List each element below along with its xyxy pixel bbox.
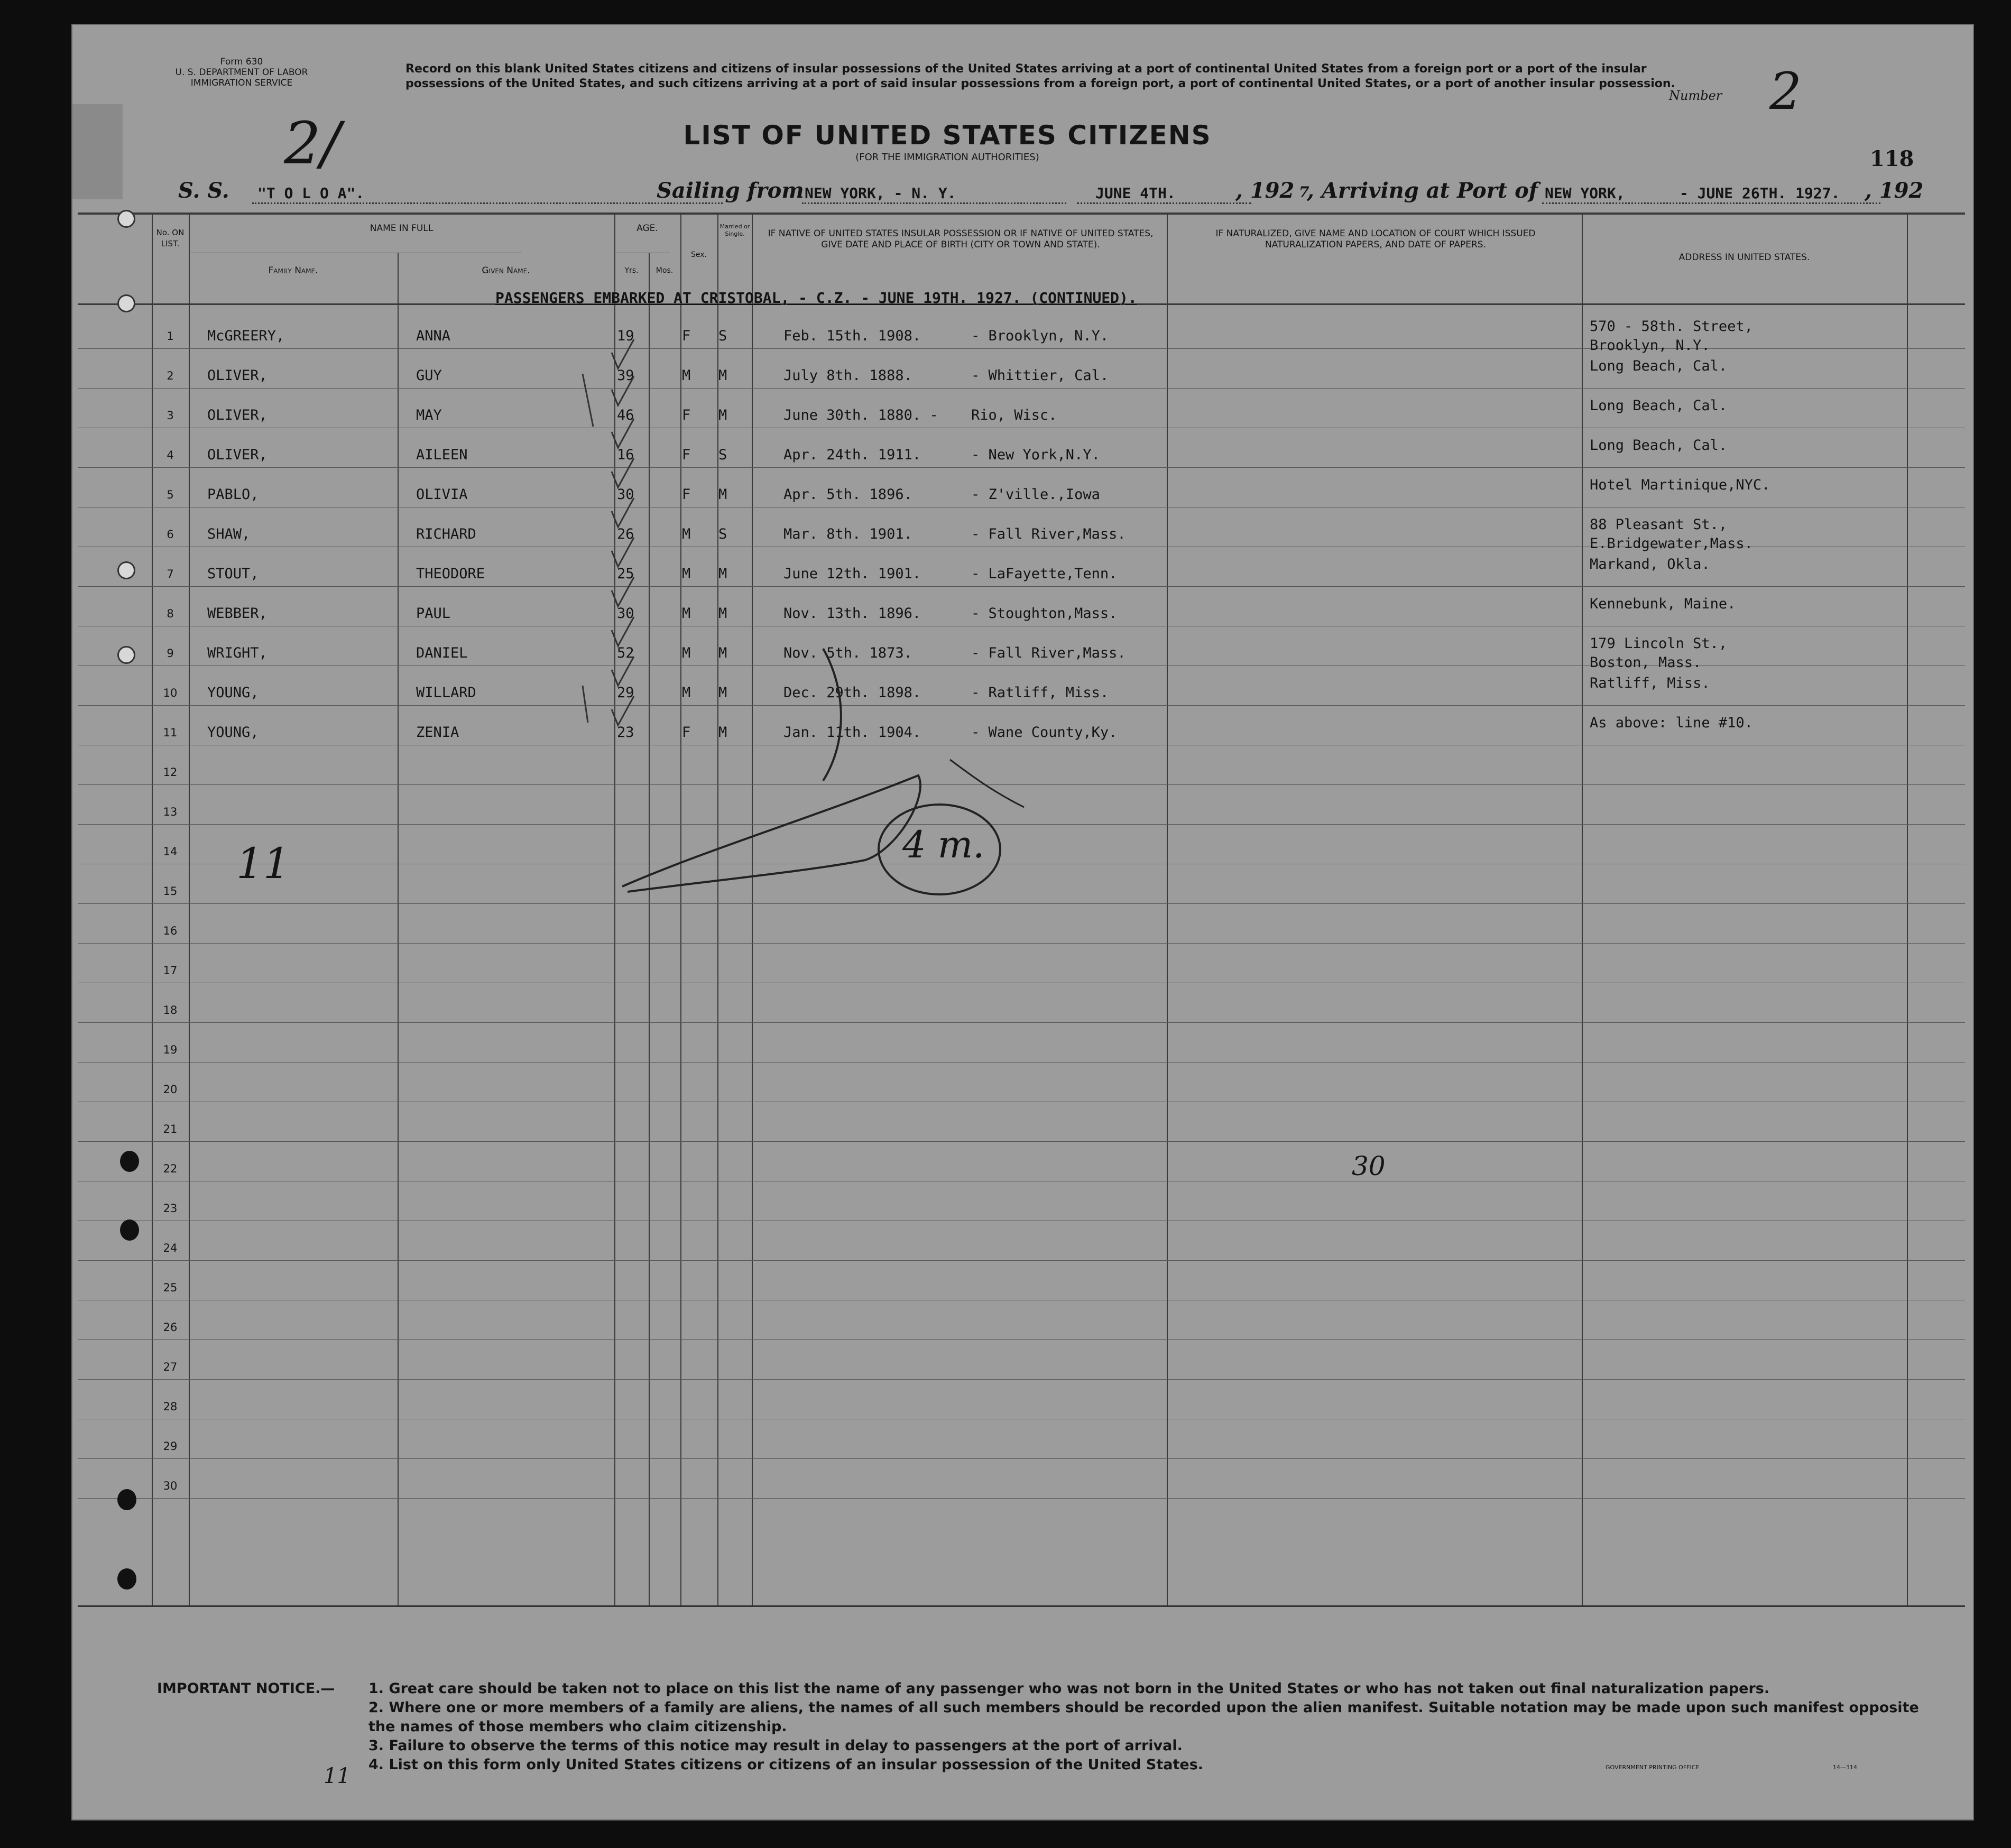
printer-credit: GOVERNMENT PRINTING OFFICE bbox=[1606, 1764, 1700, 1771]
age-years: 29 bbox=[617, 685, 634, 701]
birth-place: - Fall River,Mass. bbox=[971, 645, 1126, 661]
birth-date: Nov. 5th. 1873. bbox=[783, 645, 912, 661]
row-number: 2 bbox=[167, 369, 174, 382]
header-native: IF NATIVE OF UNITED STATES INSULAR POSSESSION OR IF NATIVE OF UNITED STATES, GIVE DATE AND PLACE OF BIRTH (CITY OR TOWN AND STATE). bbox=[768, 228, 1154, 250]
year-digit: 7 bbox=[1299, 183, 1309, 201]
header-sex: Sex. bbox=[691, 251, 707, 259]
year-label: , 192 bbox=[1235, 178, 1295, 203]
row-number: 16 bbox=[163, 925, 178, 937]
service: IMMIGRATION SERVICE bbox=[190, 78, 293, 88]
check-mark bbox=[612, 657, 634, 686]
row-number: 29 bbox=[163, 1440, 178, 1453]
marital-status: M bbox=[718, 367, 727, 384]
birth-date: June 30th. 1880. - bbox=[783, 407, 938, 423]
form-number: Form 630 bbox=[220, 57, 263, 67]
age-years: 19 bbox=[617, 328, 634, 344]
birth-date: June 12th. 1901. bbox=[783, 566, 921, 582]
address-line-1: Long Beach, Cal. bbox=[1590, 358, 1728, 374]
address-line-1: Kennebunk, Maine. bbox=[1590, 596, 1736, 612]
address-line-1: Long Beach, Cal. bbox=[1590, 437, 1728, 454]
marital-status: M bbox=[718, 566, 727, 582]
given-name: ANNA bbox=[416, 328, 451, 344]
row-number: 17 bbox=[163, 964, 178, 977]
row-number: 5 bbox=[167, 488, 174, 501]
row-number: 24 bbox=[163, 1242, 178, 1254]
birth-date: Dec. 29th. 1898. bbox=[783, 685, 921, 701]
given-name: AILEEN bbox=[416, 447, 468, 463]
header-mos: Mos. bbox=[656, 266, 674, 275]
row-number: 23 bbox=[163, 1202, 178, 1215]
row-number: 26 bbox=[163, 1321, 178, 1334]
circled-note bbox=[879, 805, 1000, 894]
marital-status: M bbox=[718, 724, 727, 741]
address-line-1: As above: line #10. bbox=[1590, 715, 1753, 731]
check-mark bbox=[612, 617, 634, 646]
birth-date: Apr. 24th. 1911. bbox=[783, 447, 921, 463]
page-number: 118 bbox=[1870, 146, 1914, 171]
age-years: 16 bbox=[617, 447, 634, 463]
sailing-date: JUNE 4TH. bbox=[1095, 184, 1176, 202]
sex: M bbox=[682, 566, 691, 582]
page-subtitle: (FOR THE IMMIGRATION AUTHORITIES) bbox=[855, 152, 1039, 163]
row-number: 28 bbox=[163, 1400, 178, 1413]
given-name: PAUL bbox=[416, 605, 451, 622]
department: U. S. DEPARTMENT OF LABOR bbox=[175, 67, 308, 78]
marital-status: S bbox=[718, 526, 727, 542]
header-family-name: Family Name. bbox=[268, 265, 318, 276]
tally-mark bbox=[583, 374, 593, 427]
address-line-1: Hotel Martinique,NYC. bbox=[1590, 477, 1770, 493]
row-number: 22 bbox=[163, 1162, 178, 1175]
family-name: STOUT, bbox=[207, 566, 259, 582]
birth-place: - Z'ville.,Iowa bbox=[971, 486, 1100, 503]
given-name: GUY bbox=[416, 367, 442, 384]
handwritten-eleven-bottom: 11 bbox=[324, 1764, 350, 1788]
family-name: SHAW, bbox=[207, 526, 251, 542]
embarked-line: PASSENGERS EMBARKED AT CRISTOBAL, - C.Z. - JUNE 19TH. 1927. (CONTINUED). bbox=[495, 289, 1137, 307]
header-yrs: Yrs. bbox=[624, 266, 639, 275]
marital-status: M bbox=[718, 645, 727, 661]
header-given-name: Given Name. bbox=[482, 265, 530, 276]
check-mark bbox=[612, 696, 634, 725]
family-name: YOUNG, bbox=[207, 685, 259, 701]
check-mark bbox=[612, 419, 634, 448]
age-years: 26 bbox=[617, 526, 634, 542]
trailing-year: , 192 bbox=[1865, 178, 1924, 203]
family-name: OLIVER, bbox=[207, 367, 267, 384]
row-number: 30 bbox=[163, 1480, 178, 1492]
family-name: WRIGHT, bbox=[207, 645, 267, 661]
check-mark bbox=[612, 376, 634, 405]
row-number: 20 bbox=[163, 1083, 178, 1096]
manifest-sheet bbox=[71, 24, 1974, 1821]
record-instruction: Record on this blank United States citizens and citizens of insular possessions of the United States arriving at a port of continental United States from a foreign port or a port of the insular possessions of the United States, and such citizens arriving at a port of said insular possessions from a foreign port, a port of continental United States, or a port of another insular possession. bbox=[405, 62, 1675, 90]
row-number: 10 bbox=[163, 687, 178, 699]
marital-status: M bbox=[718, 605, 727, 622]
number-value: 2 bbox=[1769, 62, 1802, 121]
marital-status: M bbox=[718, 685, 727, 701]
birth-place: - Ratliff, Miss. bbox=[971, 685, 1109, 701]
signature-stroke bbox=[622, 775, 920, 892]
birth-place: - Wane County,Ky. bbox=[971, 724, 1118, 741]
tally-mark bbox=[583, 686, 588, 723]
sex: M bbox=[682, 685, 691, 701]
row-number: 7 bbox=[167, 568, 174, 580]
sex: F bbox=[682, 486, 691, 503]
birth-date: Apr. 5th. 1896. bbox=[783, 486, 912, 503]
header-name-in-full: NAME IN FULL bbox=[370, 223, 433, 234]
marital-status: S bbox=[718, 328, 727, 344]
row-number: 6 bbox=[167, 528, 174, 541]
arriving-date: - JUNE 26TH. 1927. bbox=[1680, 184, 1840, 202]
family-name: WEBBER, bbox=[207, 605, 267, 622]
check-mark bbox=[612, 498, 634, 527]
row-number: 21 bbox=[163, 1123, 178, 1135]
marital-status: M bbox=[718, 486, 727, 503]
row-number: 13 bbox=[163, 806, 178, 818]
sex: F bbox=[682, 724, 691, 741]
check-mark bbox=[612, 458, 634, 487]
row-number: 11 bbox=[163, 726, 178, 739]
age-years: 30 bbox=[617, 605, 634, 622]
family-name: McGREERY, bbox=[207, 328, 285, 344]
birth-date: Feb. 15th. 1908. bbox=[783, 328, 921, 344]
given-name: MAY bbox=[416, 407, 442, 423]
given-name: RICHARD bbox=[416, 526, 476, 542]
birth-place: - Fall River,Mass. bbox=[971, 526, 1126, 542]
sex: M bbox=[682, 645, 691, 661]
handwritten-marks bbox=[72, 25, 1973, 1819]
ss-label: S. S. bbox=[178, 178, 229, 203]
family-name: OLIVER, bbox=[207, 447, 267, 463]
age-years: 52 bbox=[617, 645, 634, 661]
row-number: 4 bbox=[167, 449, 174, 461]
row-number: 12 bbox=[163, 766, 178, 779]
birth-place: Rio, Wisc. bbox=[971, 407, 1057, 423]
table-bottom-rule bbox=[78, 1605, 1965, 1607]
row-number: 15 bbox=[163, 885, 178, 898]
header-naturalized: IF NATURALIZED, GIVE NAME AND LOCATION OF COURT WHICH ISSUED NATURALIZATION PAPERS, AND DATE OF PAPERS. bbox=[1215, 228, 1536, 250]
notice-label: IMPORTANT NOTICE.— bbox=[157, 1680, 335, 1697]
notice-item: 2. Where one or more members of a family are aliens, the names of all such members should be recorded upon the alien manifest. Suitable notation may be made upon such manifest opposite the names of those members who claim citizenship. bbox=[368, 1699, 1919, 1735]
birth-date: July 8th. 1888. bbox=[783, 367, 912, 384]
sailing-label: Sailing from bbox=[657, 178, 804, 203]
notice-items bbox=[368, 1679, 1944, 1775]
family-name: PABLO, bbox=[207, 486, 259, 503]
birth-place: - Stoughton,Mass. bbox=[971, 605, 1118, 622]
age-years: 23 bbox=[617, 724, 634, 741]
address-line-2: E.Bridgewater,Mass. bbox=[1590, 535, 1753, 552]
row-number: 18 bbox=[163, 1004, 178, 1017]
sex: F bbox=[682, 407, 691, 423]
form-code: 14—314 bbox=[1833, 1764, 1857, 1771]
number-label: Number bbox=[1669, 88, 1722, 103]
row-number: 14 bbox=[163, 845, 178, 858]
given-name: ZENIA bbox=[416, 724, 459, 741]
signature-stroke bbox=[950, 760, 1024, 807]
given-name: DANIEL bbox=[416, 645, 468, 661]
ship-name: "T O L O A". bbox=[257, 184, 365, 202]
row-number: 8 bbox=[167, 607, 174, 620]
row-number: 27 bbox=[163, 1361, 178, 1373]
page-title: LIST OF UNITED STATES CITIZENS bbox=[683, 120, 1212, 151]
birth-date: Nov. 13th. 1896. bbox=[783, 605, 921, 622]
arriving-port: NEW YORK, bbox=[1545, 184, 1625, 202]
sex: M bbox=[682, 605, 691, 622]
marital-status: M bbox=[718, 407, 727, 423]
notice-item: 1. Great care should be taken not to place on this list the name of any passenger who was not born in the United States or who has not taken out final naturalization papers. bbox=[368, 1680, 1770, 1697]
age-years: 30 bbox=[617, 486, 634, 503]
row-number: 25 bbox=[163, 1281, 178, 1294]
birth-place: - New York,N.Y. bbox=[971, 447, 1100, 463]
handwritten-eleven: 11 bbox=[236, 839, 290, 888]
handwritten-mark: 2/ bbox=[284, 109, 341, 177]
row-number: 1 bbox=[167, 330, 174, 343]
handwritten-four-m: 4 m. bbox=[902, 823, 985, 866]
age-years: 39 bbox=[617, 367, 634, 384]
handwritten-thirty: 30 bbox=[1352, 1151, 1386, 1181]
header-no: No. ON LIST. bbox=[156, 228, 185, 248]
given-name: WILLARD bbox=[416, 685, 476, 701]
marital-status: S bbox=[718, 447, 727, 463]
sex: F bbox=[682, 447, 691, 463]
address-line-2: Boston, Mass. bbox=[1590, 654, 1702, 671]
family-name: OLIVER, bbox=[207, 407, 267, 423]
given-name: THEODORE bbox=[416, 566, 485, 582]
birth-place: - Brooklyn, N.Y. bbox=[971, 328, 1109, 344]
birth-place: - LaFayette,Tenn. bbox=[971, 566, 1118, 582]
notice-item: 3. Failure to observe the terms of this notice may result in delay to passengers at the port of arrival. bbox=[368, 1738, 1183, 1754]
check-mark bbox=[612, 538, 634, 567]
age-years: 46 bbox=[617, 407, 634, 423]
address-line-1: Ratliff, Miss. bbox=[1590, 675, 1710, 691]
address-line-2: Brooklyn, N.Y. bbox=[1590, 337, 1710, 354]
row-number: 19 bbox=[163, 1043, 178, 1056]
family-name: YOUNG, bbox=[207, 724, 259, 741]
sex: M bbox=[682, 367, 691, 384]
header-married: Married or Single. bbox=[719, 223, 750, 237]
check-mark bbox=[612, 339, 634, 368]
address-line-1: Long Beach, Cal. bbox=[1590, 398, 1728, 414]
header-age: AGE. bbox=[636, 223, 658, 234]
sex: M bbox=[682, 526, 691, 542]
row-number: 3 bbox=[167, 409, 174, 422]
address-line-1: 179 Lincoln St., bbox=[1590, 635, 1728, 652]
sailing-from: NEW YORK, - N. Y. bbox=[805, 184, 956, 202]
birth-date: Mar. 8th. 1901. bbox=[783, 526, 912, 542]
address-line-1: Markand, Okla. bbox=[1590, 556, 1710, 572]
row-number: 9 bbox=[167, 647, 174, 660]
check-mark bbox=[612, 577, 634, 606]
given-name: OLIVIA bbox=[416, 486, 468, 503]
age-years: 25 bbox=[617, 566, 634, 582]
sex: F bbox=[682, 328, 691, 344]
notice-item: 4. List on this form only United States citizens or citizens of an insular possession of the United States. bbox=[368, 1757, 1204, 1773]
arriving-label: , Arriving at Port of bbox=[1307, 178, 1538, 203]
header-address: ADDRESS IN UNITED STATES. bbox=[1678, 252, 1810, 263]
address-line-1: 88 Pleasant St., bbox=[1590, 516, 1728, 533]
birth-date: Jan. 11th. 1904. bbox=[783, 724, 921, 741]
birth-place: - Whittier, Cal. bbox=[971, 367, 1109, 384]
address-line-1: 570 - 58th. Street, bbox=[1590, 318, 1753, 335]
signature-stroke bbox=[823, 649, 841, 781]
